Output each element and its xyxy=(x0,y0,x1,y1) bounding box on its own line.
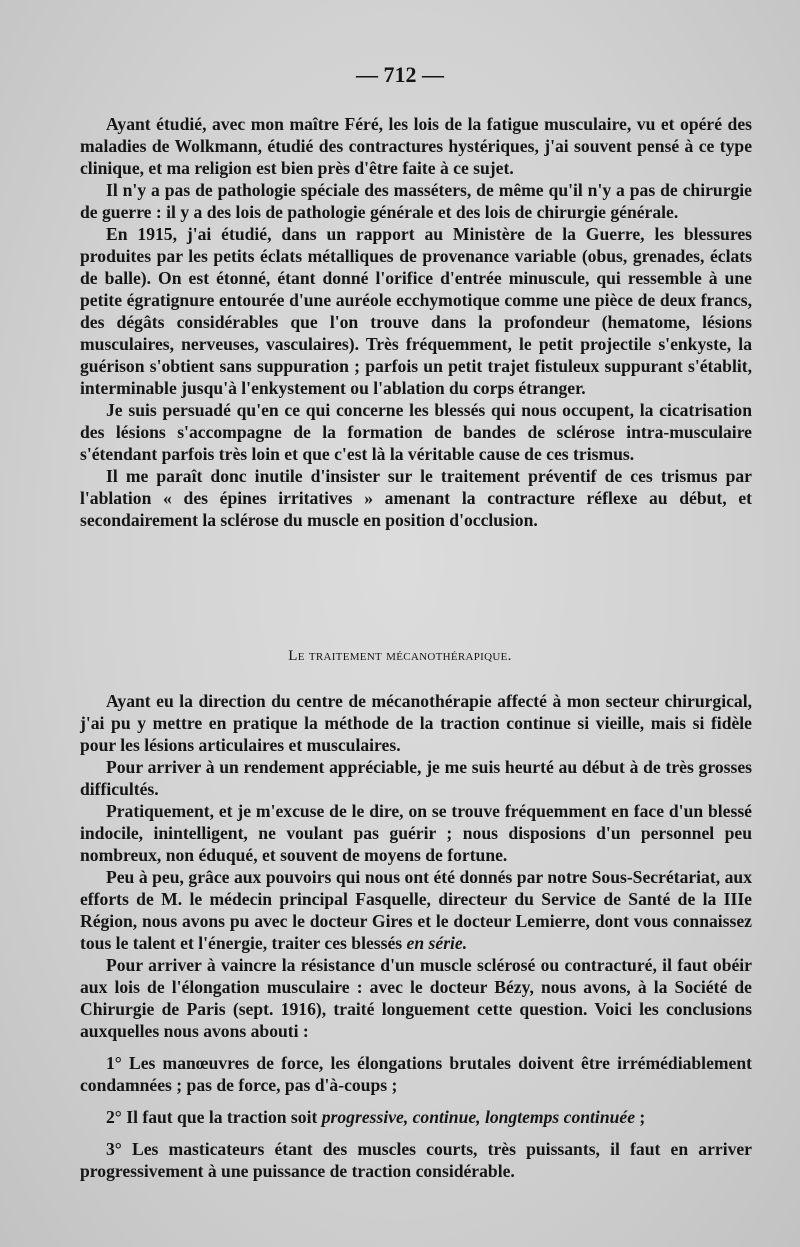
list-item: 1° Les manœuvres de force, les élongations brutales doivent être irrémédiablement condamnées ; pas de force, pas d'à-coups ; xyxy=(80,1053,752,1095)
section-heading: Le traitement mécanothérapique. xyxy=(288,648,512,664)
paragraph: Je suis persuadé qu'en ce qui concerne les blessés qui nous occupent, la cicatrisation des lésions s'accompagne de la formation de bandes de sclérose intra-musculaire s'étendant parfois très loin et que c'est là la véritable cause de ces trismus. xyxy=(80,400,752,464)
emphasis-text: progressive, continue, longtemps continuée xyxy=(321,1107,636,1127)
paragraph: Ayant eu la direction du centre de mécanothérapie affecté à mon secteur chirurgical, j'ai pu y mettre en pratique la méthode de la traction continue si vieille, mais si fidèle pour les lésions articulaires et musculaires. xyxy=(80,691,752,755)
paragraph: Ayant étudié, avec mon maître Féré, les lois de la fatigue musculaire, vu et opéré des maladies de Wolkmann, étudié des contractures hystériques, j'ai souvent pensé à ce type clinique, et ma religion est bien près d'être faite à ce sujet. xyxy=(80,114,752,178)
page-number: — 712 — xyxy=(356,62,444,87)
list-item xyxy=(80,1106,752,1128)
paragraph: En 1915, j'ai étudié, dans un rapport au Ministère de la Guerre, les blessures produites par les petits éclats métalliques de provenance variable (obus, grenades, éclats de balle). On est étonné, étant donné l'orifice d'entrée minuscule, qui ressemble à une petite égratignure entourée d'une auréole ecchymotique comme une pièce de deux francs, des dégâts considérables que l'on trouve dans la profondeur (hematome, lésions musculaires, nerveuses, vasculaires). Très fréquemment, le petit projectile s'enkyste, la guérison s'obtient sans suppuration ; parfois un petit trajet fistuleux suppurant s'établit, interminable jusqu'à l'enkystement ou l'ablation du corps étranger. xyxy=(80,224,752,398)
list-item-text: ; xyxy=(635,1107,646,1127)
bottom-text-block xyxy=(80,690,752,1182)
paragraph: Pour arriver à vaincre la résistance d'un muscle sclérosé ou contracturé, il faut obéir aux lois de l'élongation musculaire : avec le docteur Bézy, nous avons, à la Société de Chirurgie de Paris (sept. 1916), traité longuement cette question. Voici les conclusions auxquelles nous avons abouti : xyxy=(80,955,752,1041)
list-item-text: 2° Il faut que la traction soit xyxy=(106,1107,318,1127)
top-text-block xyxy=(80,113,752,531)
list-item: 3° Les masticateurs étant des muscles courts, très puissants, il faut en arriver progressivement à une puissance de traction considérable. xyxy=(80,1139,752,1181)
paragraph xyxy=(80,866,752,954)
paragraph: Il n'y a pas de pathologie spéciale des masséters, de même qu'il n'y a pas de chirurgie de guerre : il y a des lois de pathologie générale et des lois de chirurgie générale. xyxy=(80,180,752,222)
paragraph: Il me paraît donc inutile d'insister sur le traitement préventif de ces trismus par l'ablation « des épines irritatives » amenant la contracture réflexe au début, et secondairement la sclérose du muscle en position d'occlusion. xyxy=(80,466,752,530)
paragraph: Pratiquement, et je m'excuse de le dire, on se trouve fréquemment en face d'un blessé indocile, inintelligent, ne voulant pas guérir ; nous disposions d'un personnel peu nombreux, non éduqué, et souvent de moyens de fortune. xyxy=(80,801,752,865)
paragraph-text: Peu à peu, grâce aux pouvoirs qui nous ont été donnés par notre Sous-Secrétariat, aux efforts de M. le médecin principal Fasquelle, directeur du Service de Santé de la IIIe Région, nous avons pu avec le docteur Gires et le docteur Lemierre, dont vous connaissez tous le talent et l'énergie, traiter ces blessés xyxy=(80,867,752,953)
emphasis-text: en série. xyxy=(406,933,468,953)
paragraph: Pour arriver à un rendement appréciable, je me suis heurté au début à de très grosses difficultés. xyxy=(80,757,752,799)
